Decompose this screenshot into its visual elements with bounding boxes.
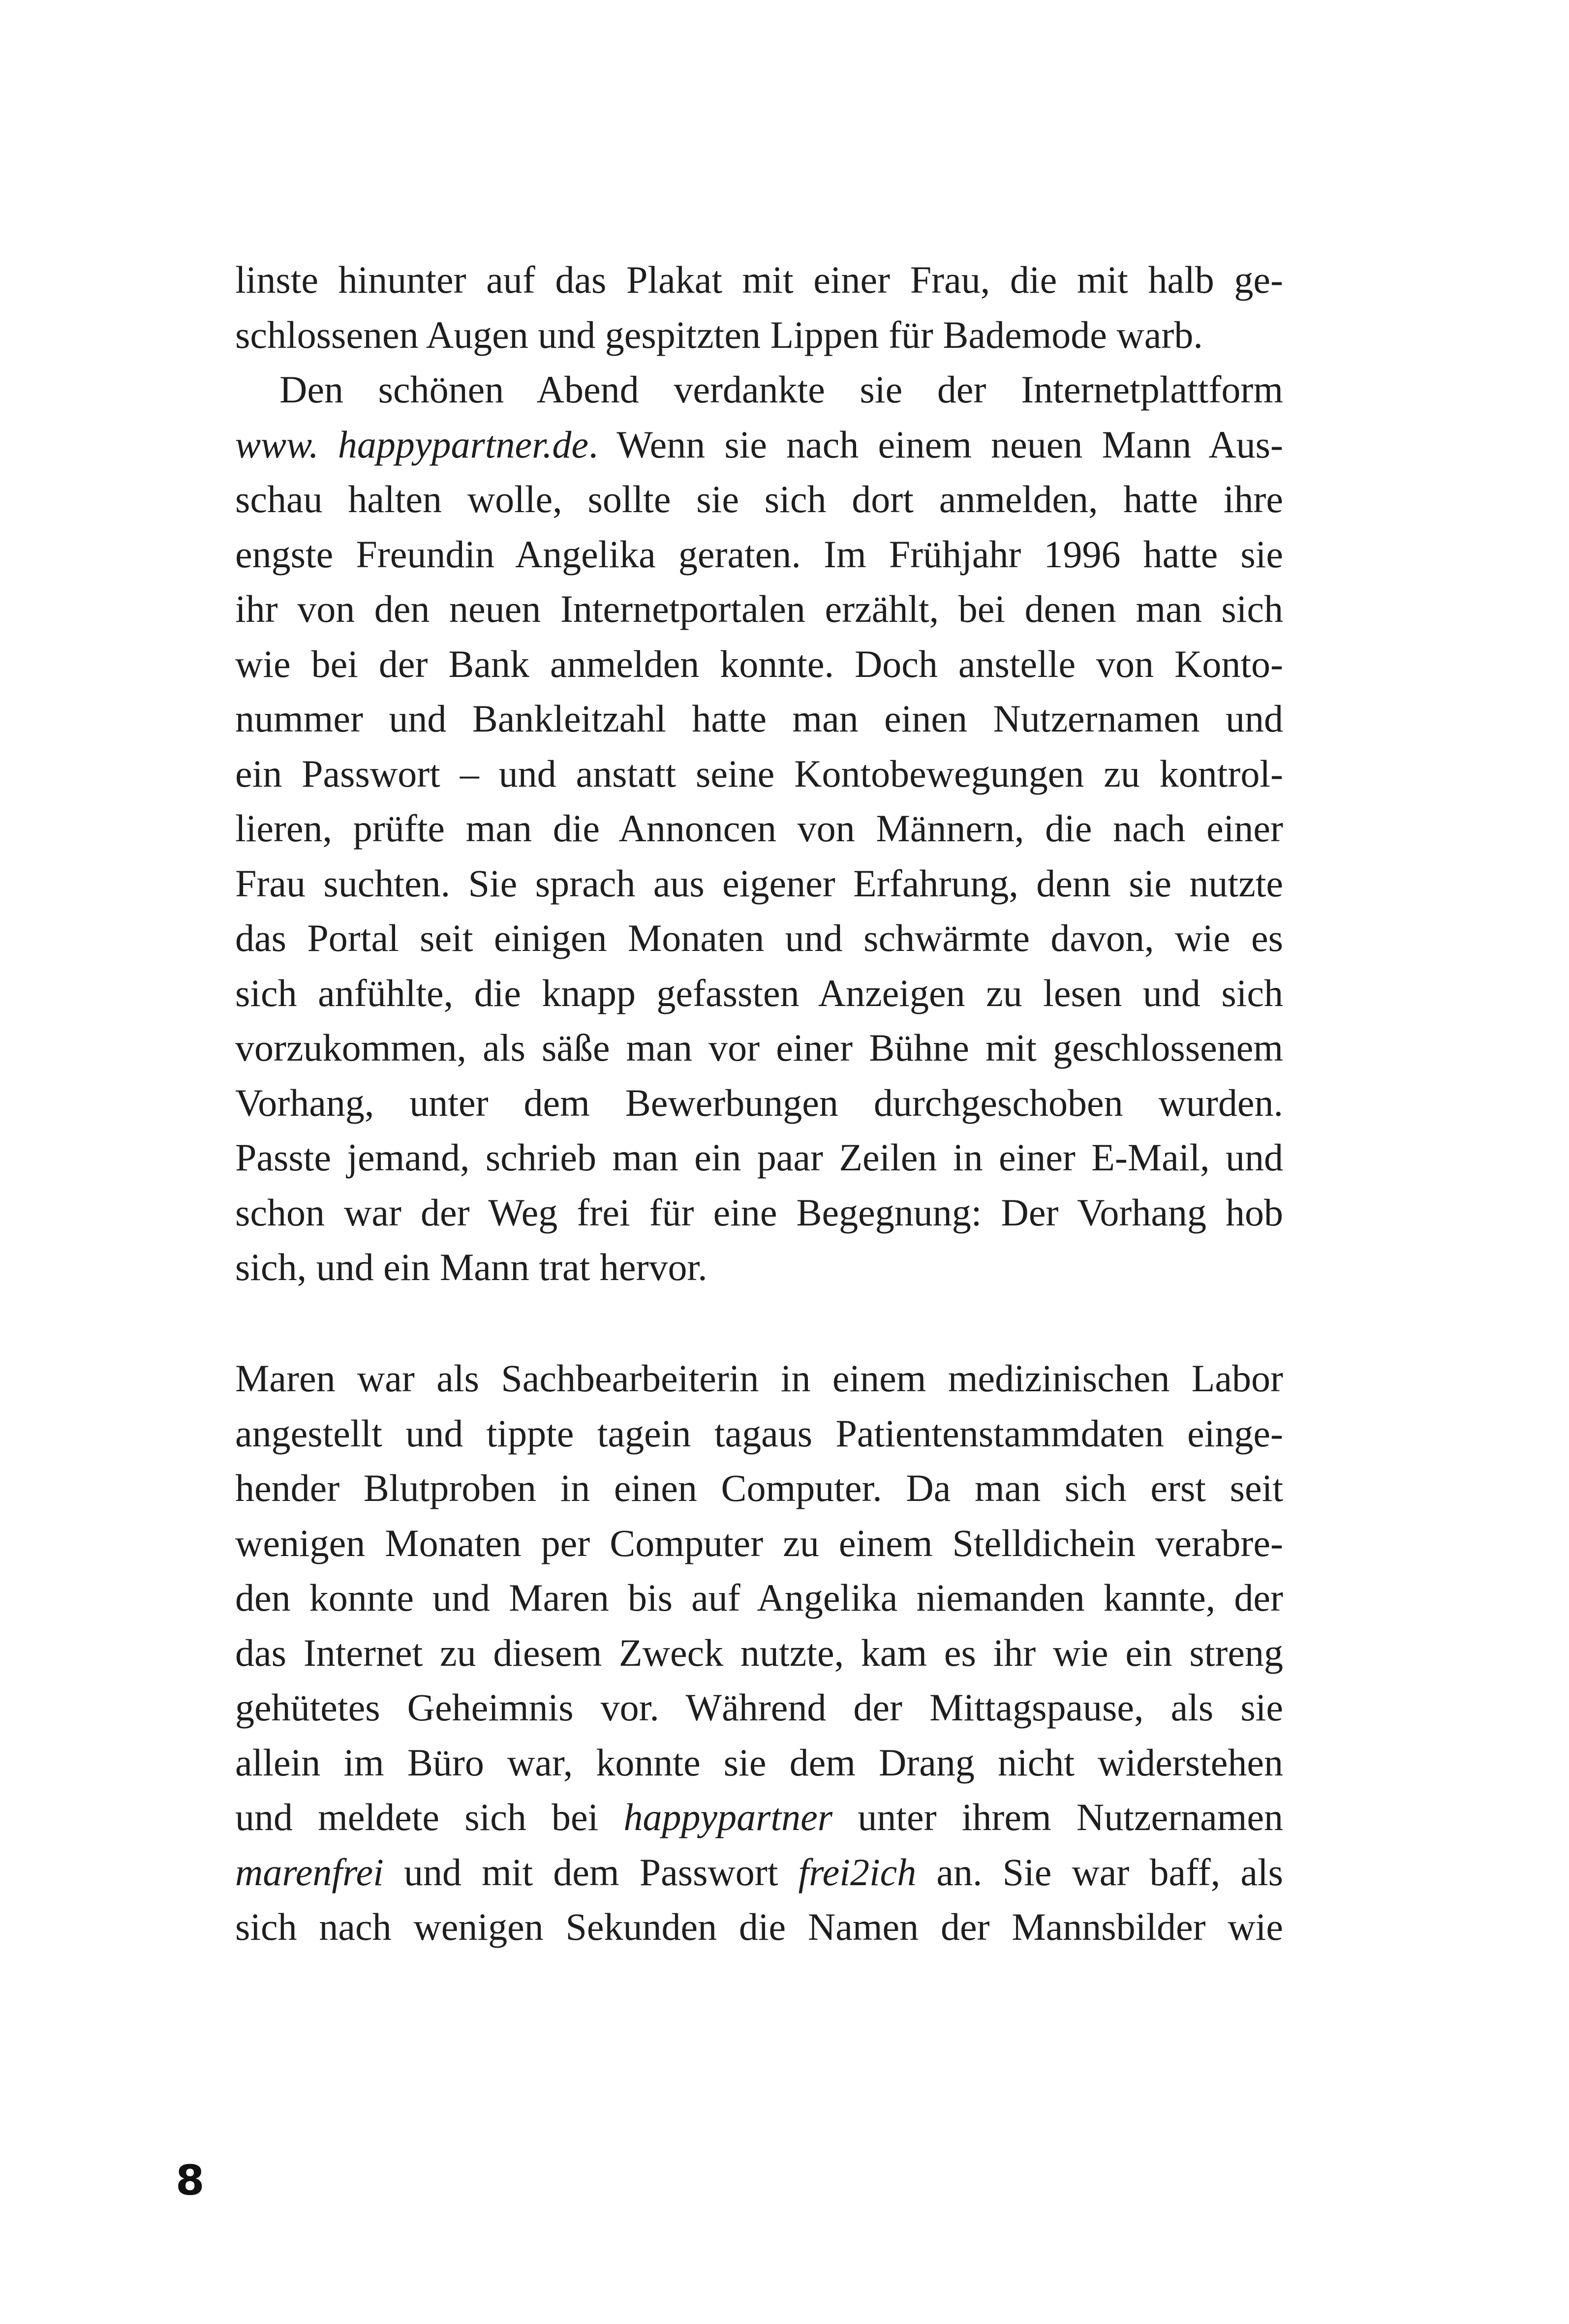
text-line: wenigen Monaten per Computer zu einem Stelldichein verabre- (235, 1521, 1283, 1564)
text-line: vorzukommen, als säße man vor einer Bühne mit geschlossenem (235, 1026, 1283, 1069)
text-line: allein im Büro war, konnte sie dem Drang nicht widerstehen (235, 1741, 1283, 1784)
text-line: linste hinunter auf das Plakat mit einer Frau, die mit halb ge- (235, 258, 1283, 301)
text-line: schlossenen Augen und gespitzten Lippen für Bademode warb. (235, 313, 1203, 356)
password: frei2ich (798, 1850, 917, 1894)
text-line: Frau suchten. Sie sprach aus eigener Erfahrung, denn sie nutzte (235, 861, 1283, 905)
text-line: das Internet zu diesem Zweck nutzte, kam es ihr wie ein streng (235, 1631, 1283, 1674)
text-line (235, 1845, 1283, 1900)
text-line (235, 417, 1283, 472)
text-line: Maren war als Sachbearbeiterin in einem medizinischen Labor (235, 1357, 1283, 1400)
text-block-top (235, 252, 1283, 1295)
text-line: Passte jemand, schrieb man ein paar Zeilen in einer E-Mail, und (235, 1136, 1283, 1179)
text-block-bottom (235, 1351, 1283, 1955)
text-line: wie bei der Bank anmelden konnte. Doch anstelle von Konto- (235, 642, 1283, 685)
text-line: den konnte und Maren bis auf Angelika niemanden kannte, der (235, 1576, 1283, 1619)
page-number: 8 (176, 2156, 205, 2204)
text-line: ihr von den neuen Internetportalen erzählt, bei denen man sich (235, 587, 1283, 630)
username: marenfrei (235, 1850, 384, 1894)
text-fragment: und mit dem Passwort (383, 1850, 799, 1894)
text-line: nummer und Bankleitzahl hatte man einen Nutzernamen und (235, 697, 1283, 740)
text-line: das Portal seit einigen Monaten und schwärmte davon, wie es (235, 917, 1283, 959)
text-fragment: an. Sie war baff, als (916, 1850, 1283, 1894)
website-name: www. happypartner.de (235, 423, 589, 466)
text-line: sich anfühlte, die knapp gefassten Anzeigen zu lesen und sich (235, 971, 1283, 1014)
text-line: sich nach wenigen Sekunden die Namen der Mannsbilder wie (235, 1905, 1283, 1948)
text-fragment: . Wenn sie nach einem neuen Mann Aus- (588, 423, 1283, 466)
text-line: schon war der Weg frei für eine Begegnung: Der Vorhang hob (235, 1191, 1283, 1234)
text-line: lieren, prüfte man die Annoncen von Männern, die nach einer (235, 807, 1283, 850)
text-line (235, 1790, 1283, 1845)
text-line: schau halten wolle, sollte sie sich dort anmelden, hatte ihre (235, 478, 1283, 520)
text-line: ein Passwort – und anstatt seine Kontobewegungen zu kontrol- (235, 752, 1283, 795)
text-line: gehütetes Geheimnis vor. Während der Mittagspause, als sie (235, 1686, 1283, 1729)
text-line: engste Freundin Angelika geraten. Im Frühjahr 1996 hatte sie (235, 532, 1283, 576)
text-fragment: und meldete sich bei (235, 1796, 624, 1838)
text-fragment: unter ihrem Nutzernamen (832, 1796, 1283, 1838)
website-name: happypartner (623, 1796, 833, 1838)
text-line: sich, und ein Mann trat hervor. (235, 1246, 708, 1288)
text-line: angestellt und tippte tagein tagaus Patientenstammdaten einge- (235, 1411, 1283, 1455)
text-line: hender Blutproben in einen Computer. Da man sich erst seit (235, 1467, 1283, 1509)
text-line: Vorhang, unter dem Bewerbungen durchgeschoben wurden. (235, 1081, 1283, 1124)
text-line: Den schönen Abend verdankte sie der Internetplattform (279, 368, 1283, 411)
